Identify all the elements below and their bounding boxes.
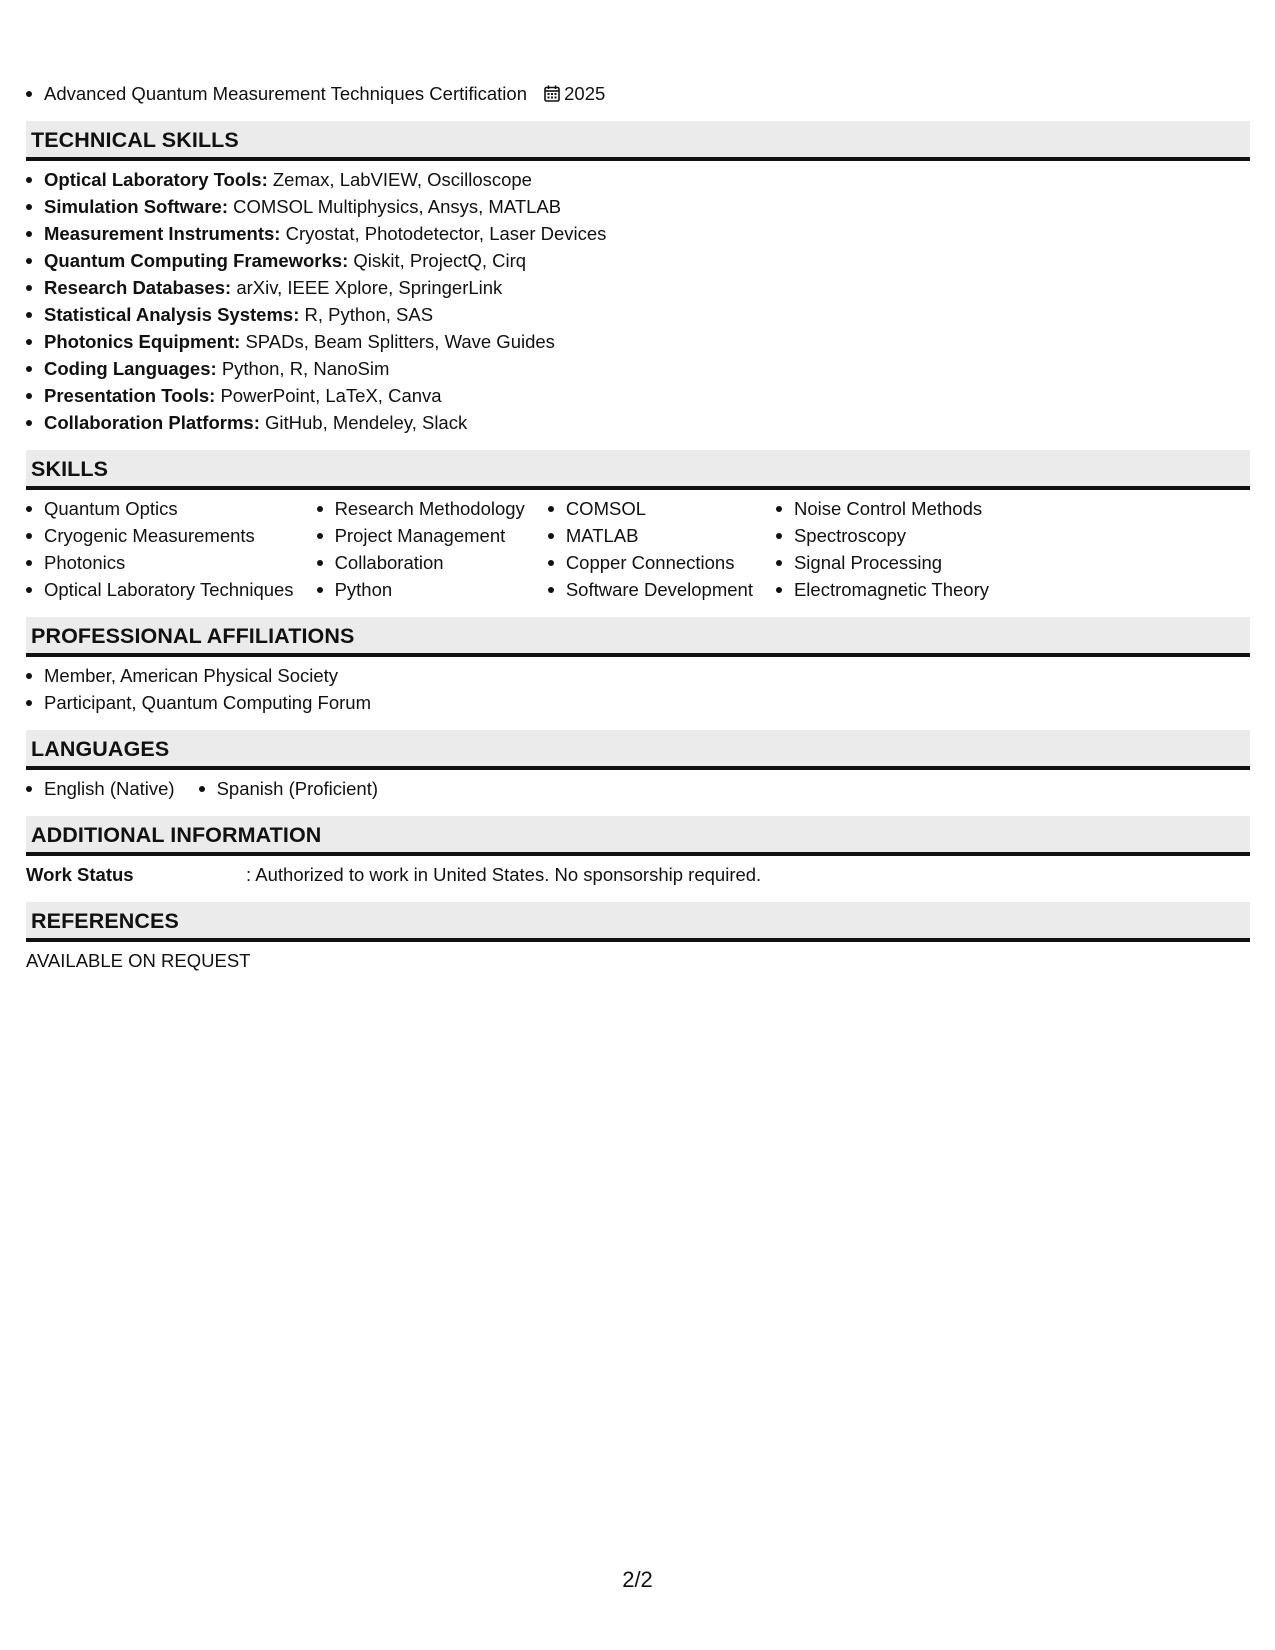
list-item: [26, 166, 1250, 193]
certification-list: [26, 80, 1250, 107]
list-item: Project Management: [317, 522, 525, 549]
list-item: Research Methodology: [317, 495, 525, 522]
list-item: [26, 301, 1250, 328]
work-status-row: [26, 861, 1250, 888]
references-text: AVAILABLE ON REQUEST: [26, 950, 251, 971]
skill-category: Optical Laboratory Tools:: [44, 169, 268, 190]
skills-column-4: [776, 495, 989, 603]
work-status-value: : Authorized to work in United States. No sponsorship required.: [246, 864, 762, 885]
work-status-label: Work Status: [26, 864, 134, 885]
list-item: [26, 80, 1250, 107]
certification-title: Advanced Quantum Measurement Techniques Certification: [44, 83, 527, 104]
list-item: Member, American Physical Society: [26, 662, 1250, 689]
list-item: Signal Processing: [776, 549, 989, 576]
technical-skills-heading: TECHNICAL SKILLS: [26, 121, 1250, 161]
skill-values: PowerPoint, LaTeX, Canva: [220, 385, 442, 406]
additional-info-heading: ADDITIONAL INFORMATION: [26, 816, 1250, 856]
list-item: [26, 274, 1250, 301]
skills-column-1: [26, 495, 294, 603]
list-item: Spectroscopy: [776, 522, 989, 549]
list-item: [26, 409, 1250, 436]
list-item: Optical Laboratory Techniques: [26, 576, 294, 603]
languages-list: [26, 775, 1250, 802]
list-item: Copper Connections: [548, 549, 753, 576]
technical-skills-list: [26, 166, 1250, 436]
skill-values: SPADs, Beam Splitters, Wave Guides: [245, 331, 555, 352]
list-item: [26, 220, 1250, 247]
list-item: Software Development: [548, 576, 753, 603]
list-item: Collaboration: [317, 549, 525, 576]
skill-category: Statistical Analysis Systems:: [44, 304, 300, 325]
list-item: Electromagnetic Theory: [776, 576, 989, 603]
skill-category: Presentation Tools:: [44, 385, 216, 406]
skill-values: Cryostat, Photodetector, Laser Devices: [285, 223, 607, 244]
list-item: [26, 355, 1250, 382]
list-item: English (Native): [26, 775, 175, 802]
skill-values: R, Python, SAS: [304, 304, 434, 325]
list-item: [26, 247, 1250, 274]
references-heading: REFERENCES: [26, 902, 1250, 942]
list-item: [26, 328, 1250, 355]
list-item: Spanish (Proficient): [199, 775, 378, 802]
skill-category: Collaboration Platforms:: [44, 412, 260, 433]
list-item: Quantum Optics: [26, 495, 294, 522]
skill-category: Coding Languages:: [44, 358, 217, 379]
calendar-icon: [544, 82, 560, 109]
skill-category: Photonics Equipment:: [44, 331, 241, 352]
affiliations-heading: PROFESSIONAL AFFILIATIONS: [26, 617, 1250, 657]
list-item: Python: [317, 576, 525, 603]
skill-category: Simulation Software:: [44, 196, 228, 217]
skill-values: GitHub, Mendeley, Slack: [265, 412, 468, 433]
list-item: [26, 193, 1250, 220]
list-item: Participant, Quantum Computing Forum: [26, 689, 1250, 716]
languages-heading: LANGUAGES: [26, 730, 1250, 770]
skill-values: Qiskit, ProjectQ, Cirq: [353, 250, 527, 271]
list-item: MATLAB: [548, 522, 753, 549]
skill-category: Measurement Instruments:: [44, 223, 281, 244]
affiliations-list: [26, 662, 1250, 716]
skill-category: Research Databases:: [44, 277, 232, 298]
skill-values: COMSOL Multiphysics, Ansys, MATLAB: [233, 196, 562, 217]
list-item: COMSOL: [548, 495, 753, 522]
skills-column-2: [317, 495, 525, 603]
skill-values: Zemax, LabVIEW, Oscilloscope: [272, 169, 532, 190]
list-item: [26, 382, 1250, 409]
skill-category: Quantum Computing Frameworks:: [44, 250, 349, 271]
certification-year: 2025: [564, 83, 606, 104]
resume-page: [26, 78, 1250, 974]
skills-heading: SKILLS: [26, 450, 1250, 490]
list-item: Cryogenic Measurements: [26, 522, 294, 549]
skill-values: arXiv, IEEE Xplore, SpringerLink: [236, 277, 503, 298]
skills-column-3: [548, 495, 753, 603]
list-item: Photonics: [26, 549, 294, 576]
page-number: 2/2: [622, 1567, 653, 1592]
skill-values: Python, R, NanoSim: [221, 358, 390, 379]
list-item: Noise Control Methods: [776, 495, 989, 522]
skills-grid: [26, 495, 1250, 603]
